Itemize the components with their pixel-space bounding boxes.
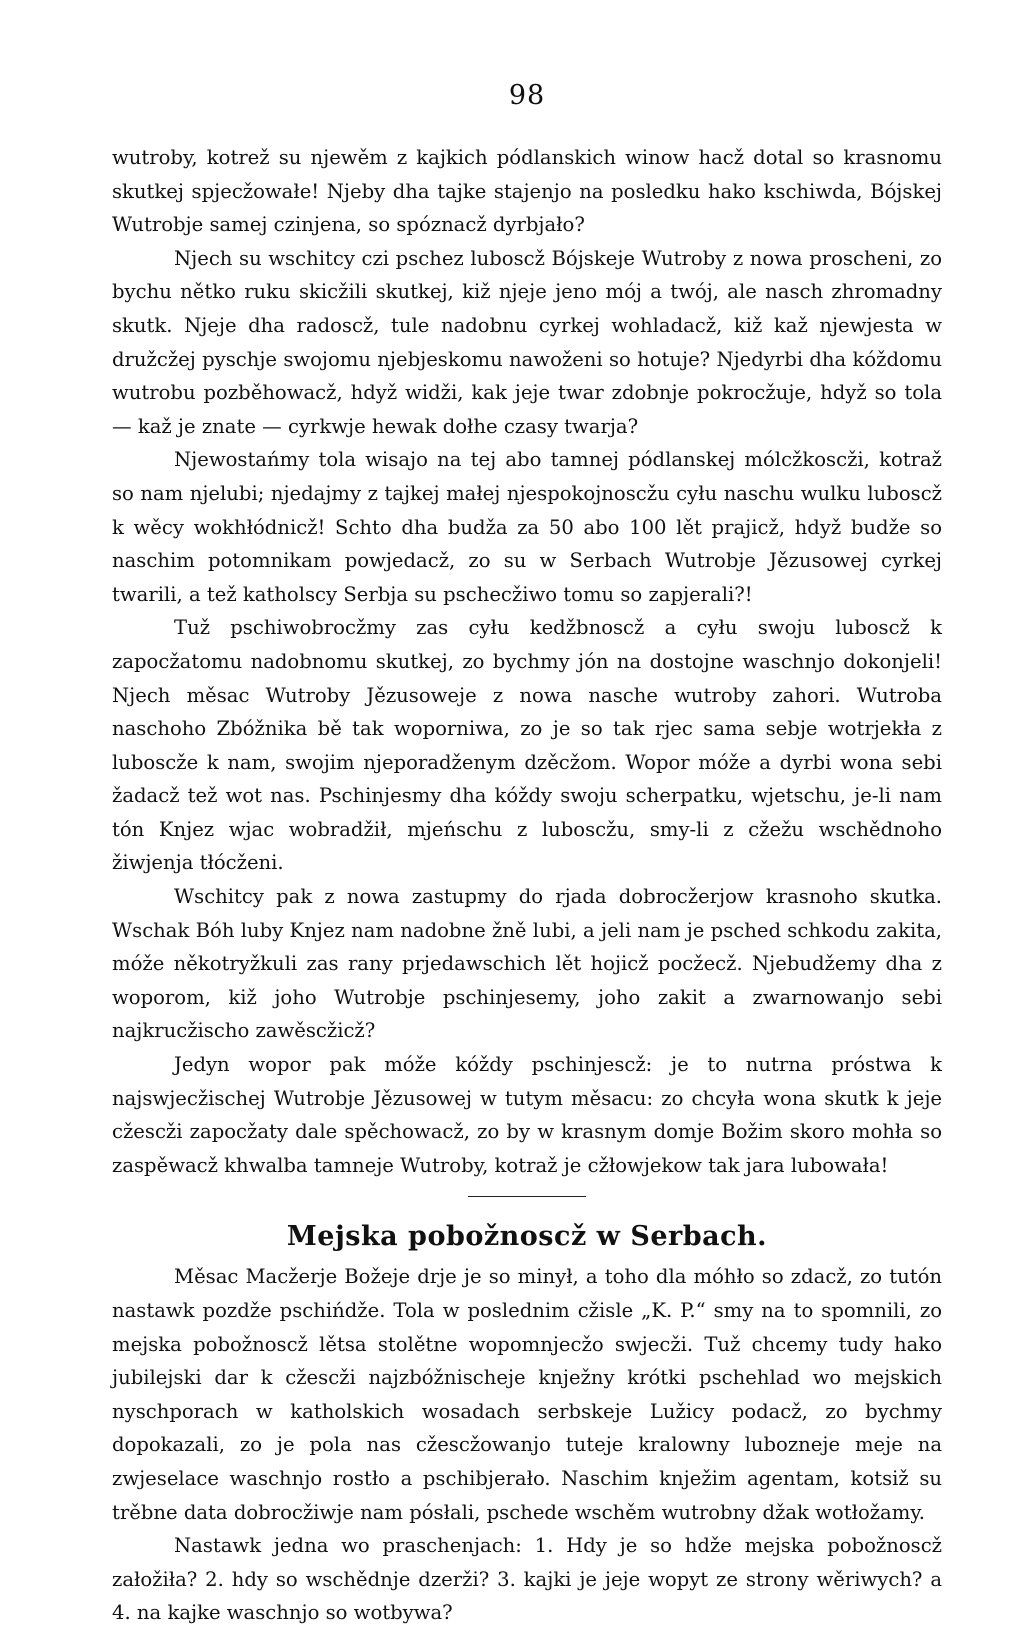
page-number: 98 bbox=[508, 80, 546, 111]
paragraph-6: Jedyn wopor pak móže kóždy pschinjescž: je to nutrna próstwa k najswjecžischej Wutrobje Jězusowej w tutym měsacu: zo chcyła wona skutk k jeje cžescži zapocžaty dale spěchowacž, zo by w krasnym domje Božim skoro mohła so zaspěwacž khwalba tamneje Wutroby, kotraž je cžłowjekow tak jara lubowała! bbox=[112, 1053, 942, 1177]
section-title: Mejska pobožnoscž w Serbach. bbox=[286, 1221, 768, 1253]
section-divider bbox=[468, 1196, 586, 1197]
paragraph-1: wutroby, kotrež su njewěm z kajkich pódlanskich winow hacž dotal so krasnomu skutkej spjecžowałe! Njeby dha tajke stajenjo na posledku hako kschiwda, Bójskej Wutrobje samej czinjena, so spóznacž dyrbjało? bbox=[112, 146, 942, 237]
section-paragraph-2: Nastawk jedna wo praschenjach: 1. Hdy je so hdže mejska pobožnoscž załožiła? 2. hdy so wschědnje dzerži? 3. kajki je jeje wopyt ze strony wěriwych? a 4. na kajke waschnjo so wotbywa? bbox=[112, 1534, 942, 1625]
paragraph-4: Tuž pschiwobrocžmy zas cyłu kedžbnoscž a cyłu swoju luboscž k zapocžatomu nadobnomu skutkej, zo bychmy jón na dostojne waschnjo dokonjeli! Njech měsac Wutroby Jězusoweje z nowa nasche wutroby zahori. Wutroba naschoho Zbóžnika bě tak wopornіwa, zo je so tak rjec sama sebje wotrjekła z luboscže k nam, swojim njeporadženym dzěcžom. Wopor móže a dyrbi wona sebi žadacž tež wot nas. Pschinjesmy dha kóždy swoju scherpatku, wjetschu, je-li nam tón Knjez wjac wobradžił, mjeńschu z luboscžu, smy-li z cžežu wschědnoho žiwjenja tłócženi. bbox=[112, 616, 942, 875]
paragraph-2: Njech su wschitcy czi pschez luboscž Bójskeje Wutroby z nowa proscheni, zo bychu nětko ruku skicžili skutkej, kiž njeje jeno mój a twój, ale nasch zhromadny skutk. Njeje dha radoscž, tule nadobnu cyrkej wohladacž, kiž kaž njewjesta w družcžej pyschje swojomu njebjeskomu nawoženi so hotuje? Njedyrbi dha kóždomu wutrobu pozběhowacž, hdyž widži, kak jeje twar zdobnje pokrocžuje, hdyž so tola — kaž je znate — cyrkwje hewak dołhe czasy twarja? bbox=[112, 246, 942, 438]
section-paragraph-1: Měsac Macžerje Božeje drje je so minył, a toho dla móhło so zdacž, zo tutón nastawk pozdže pschińdže. Tola w poslednim cžisle „K. P.“ smy na to spomnili, zo mejska pobožnoscž lětsa stolětne wopomnjecžo swjecži. Tuž chcemy tudy hako jubilejski dar k cžescži najzbóžnischeje knježny krótki pschehlad wo mejskich nyschporach w katholskich wosadach serbskeje Lužicy podacž, zo bychmy dopokazali, zo je pola nas cžescžowanjo tuteje kralowny luboznеje meje na zwjeselace waschnjo rostło a pschibjerało. Naschim knježim agentam, kotsiž su trěbne data dobrocžiwje nam pósłali, pschede wschěm wutrobny džak wotłožamy. bbox=[112, 1265, 942, 1524]
document-page bbox=[112, 80, 942, 1630]
paragraph-3: Njewostańmy tola wisajo na tej abo tamnej pódlanskej mólcžkoscži, kotraž so nam njelubi; njedajmy z tajkej małej njespokojnoscžu cyłu naschu wulku luboscž k wěcy wokhłódnicž! Schto dha budža za 50 abo 100 lět prajicž, hdyž budže so naschim potomnikam powjedacž, zo su w Serbach Wutrobje Jězusowej cyrkej twarili, a tež katholscy Serbja su pschecžiwo tomu so zapjerali?! bbox=[112, 448, 942, 606]
paragraph-5: Wschitcy pak z nowa zastupmy do rjada dobrocžerjow krasnoho skutka. Wschak Bóh luby Knjez nam nadobne žně lubi, a jeli nam je pschеd schkodu zakita, móže někotryžkuli zas rany prjedawschich lět hojicž pocžecž. Njebudžemy dha z woporom, kiž joho Wutrobje pschinjesemy, joho zakit a zwarnowanjo sebi najkrucžischo zawěscžicž? bbox=[112, 885, 942, 1043]
